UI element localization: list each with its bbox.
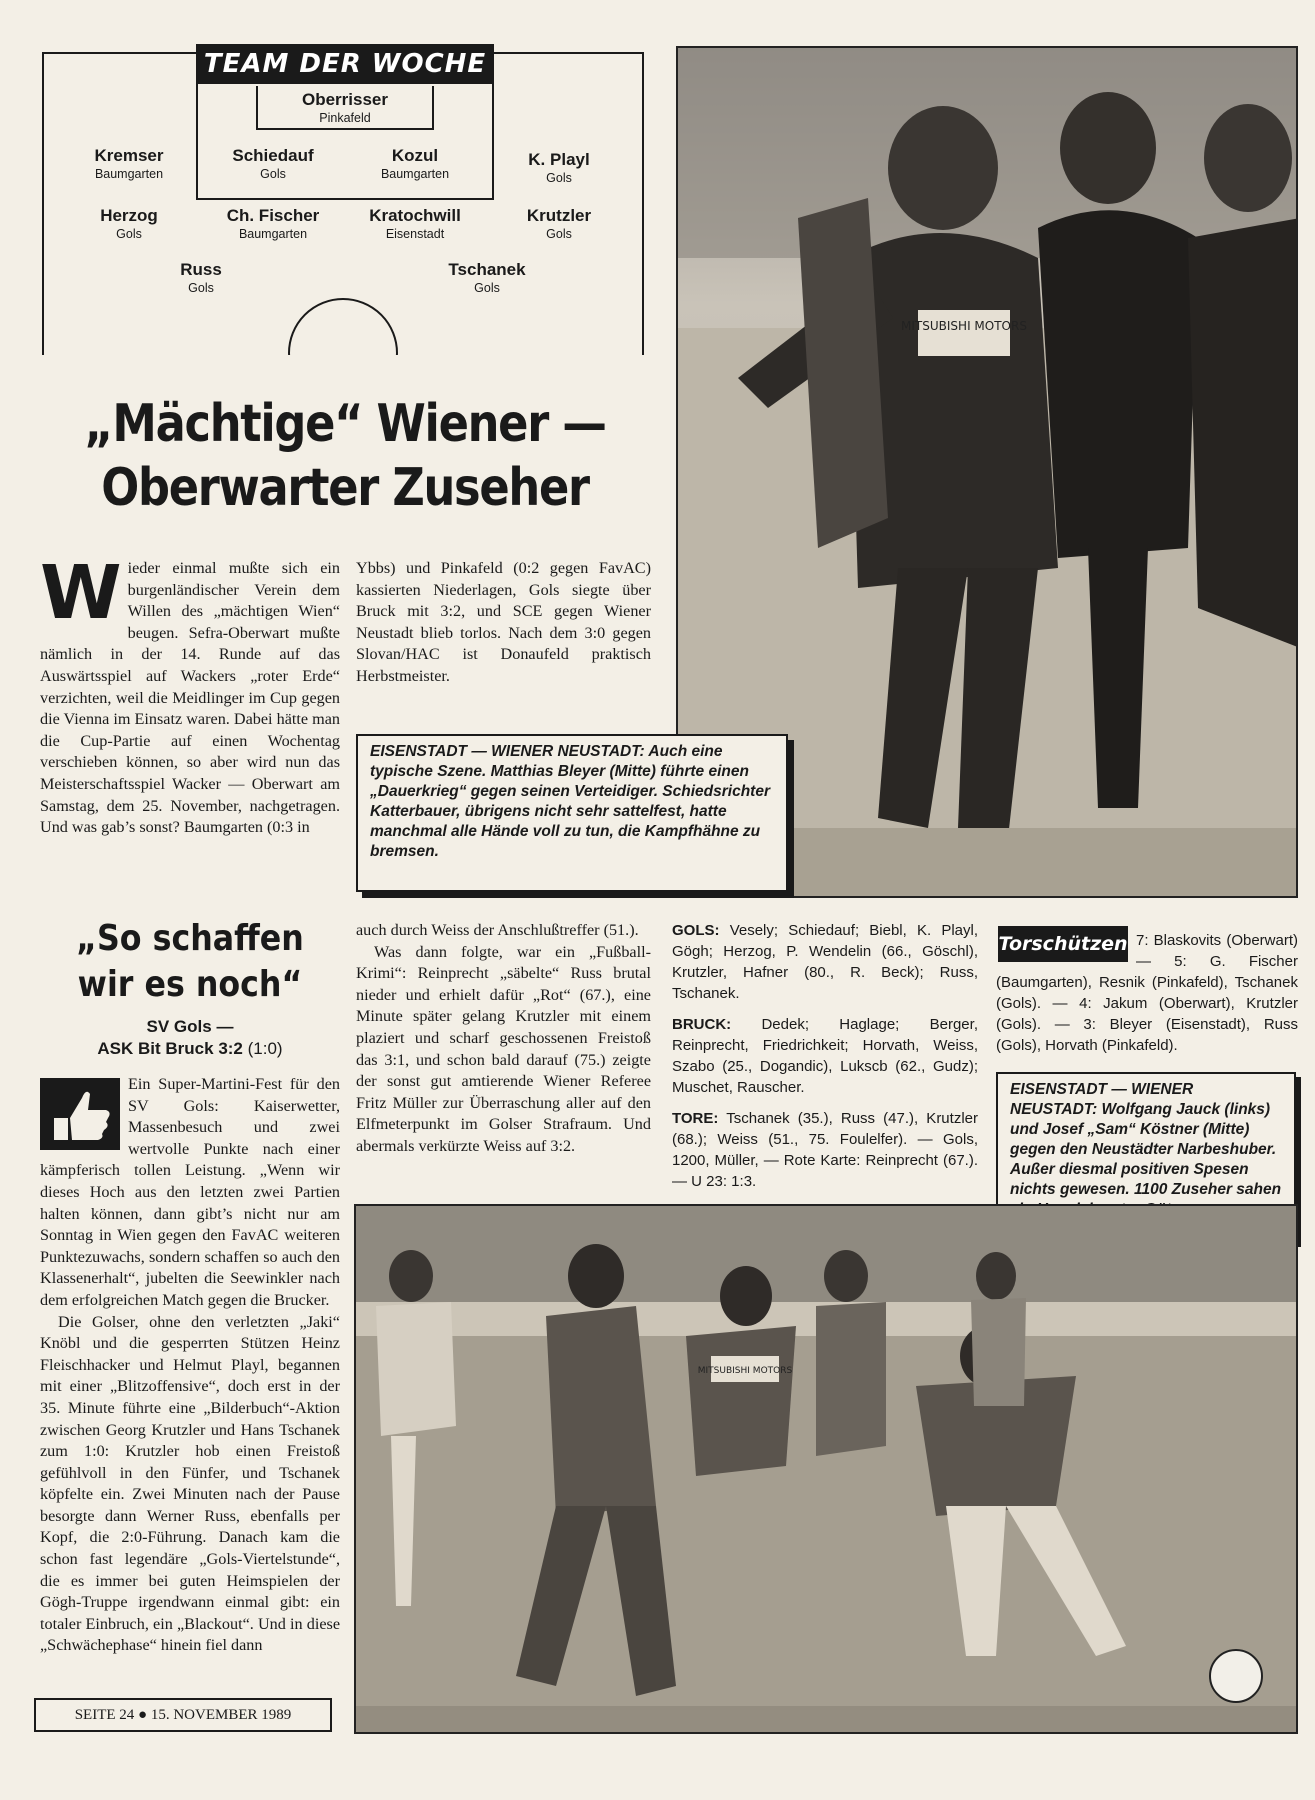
player-tschanek: Tschanek Gols (448, 260, 526, 295)
team-of-week-title: TEAM DER WOCHE (196, 44, 494, 84)
match-lineup (672, 920, 978, 1202)
player-russ: Russ Gols (180, 260, 222, 295)
lineup-tore: TORE: Tschanek (35.), Russ (47.), Krutzler (68.); Weiss (51., 75. Foulelfer). — Gols, 1200, Müller, — Rote Karte: Reinprecht (67.). — U 23: 1:3. (672, 1110, 978, 1190)
article-column-1: W ieder einmal mußte sich ein burgenländischer Verein dem Willen des „mächtigen Wien“ beugen. Sefra-Oberwart mußte nämlich in der 14. Runde auf das Auswärtsspiel auf Wackers „roter Erde“ verzichten, weil die Meidlinger im Cup gegen die Vienna im Einsatz waren. Dabei hätte man die Cup-Partie auf einen Wochentag verschieben können, so aber wird nun das Meisterschaftsspiel Wacker — Oberwart am Samstag, dem 25. November, nachgetragen. Und was gab’s sonst? Baumgarten (0:3 in (40, 550, 340, 837)
article2-column-1: Ein Super-Martini-Fest für den SV Gols: Kaiserwetter, Massenbesuch und zwei wertvolle Punkte nach einer kämpferisch tollen Leistung. „Wenn wir dieses Hoch aus den letzten zwei Partien halten können, dann gibt’s nicht nur am Sonntag in Wien gegen den FavAC weiteren Punktezuwachs, sondern schaffen so auch den Klassenerhalt“, jubelten die Seewinkler nach dem erfolgreichen Match gegen die Brucker. Die Golser, ohne den verletzten „Jaki“ Knöbl und die gesperrten Stützen Heinz Fleischhacker und Helmut Playl, begannen mit einer „Blitzoffensive“, doch erst in der 35. Minute führte eine „Bilderbuch“-Aktion zwischen Georg Krutzler und Hans Tschanek zum 1:0: Krutzler hob einen Freistoß gefühlvoll in den Fünfer, und Tschanek köpfelte ein. Zwei Minuten nach der Pause besorgte dann Werner Russ, ebenfalls per Kopf, die 2:0-Führung. Danach kam die schon fast legendäre „Gols-Viertelstunde“, die es immer bei guten Heimspielen der Gögh-Truppe irgendwann einmal gibt: ein totaler Einbruch, ein „Blackout“. Und in diese „Schwächephase“ hinein fiel dann (40, 1075, 340, 1655)
player-k-playl: K. Playl Gols (528, 150, 590, 185)
article2-match-result: SV Gols — ASK Bit Bruck 3:2 (1:0) (97, 1017, 283, 1058)
player-krutzler: Krutzler Gols (526, 206, 592, 241)
top-scorers-label: Torschützen (998, 926, 1128, 962)
player-ch-fischer: Ch. Fischer Baumgarten (226, 206, 320, 241)
page-headline: „Mächtige“ Wiener — Oberwarter Zuseher (84, 394, 606, 518)
photo-bottom-illustration (356, 1206, 1298, 1734)
lineup-gols: GOLS: Vesely; Schiedauf; Biebl, K. Playl, Gögh; Herzog, P. Wendelin (66., Göschl), Krutzler, Hafner (80., R. Beck); Russ, Tschanek. (672, 922, 979, 1002)
photo-caption-top: EISENSTADT — WIENER NEUSTADT: Auch eine typische Szene. Matthias Bleyer (Mitte) führte einen „Dauerkrieg“ gegen seinen Verteidiger. Schiedsrichter Katterbauer, übrigens nicht sehr sattelfest, hatte manchmal alle Hände voll zu tun, die Kampfhähne zu bremsen. (356, 734, 788, 892)
article2-column-2: auch durch Weiss der Anschlußtreffer (51.). Was dann folgte, war ein „Fußball-Krimi“: Reinprecht „säbelte“ Russ brutal nieder und erhielt dafür „Rot“ (67.), eine Minute später gelang Krutzler mit einem plaziert und scharf geschossenen Freistoß das 3:1, und schon bald darauf (75.) zeigte der sonst gut amtierende Wiener Referee Fritz Müller zur Überraschung aller auf den Elfmeterpunkt im Golser Strafraum. Und abermals verkürzte Weiss auf 3:2. (356, 921, 651, 1155)
lineup-bruck: BRUCK: Dedek; Haglage; Berger, Reinprecht, Friedrichkeit; Horvath, Weiss, Szabo (25., Dogandic), Lukscb (62., Gudz); Muschet, Rauscher. (672, 1016, 978, 1096)
article-column-2: Ybbs) und Pinkafeld (0:2 gegen FavAC) kassierten Niederlagen, Gols siegte über Bruck mit 3:2, und SCE gegen Wiener Neustadt blieb torlos. Nach dem 3:0 gegen Slovan/HAC ist Donaufeld praktisch Herbstmeister. (356, 559, 651, 685)
player-oberrisser: Oberrisser Pinkafeld (302, 90, 388, 125)
photo-gols-bruck-match (354, 1204, 1298, 1734)
photo-caption-right: EISENSTADT — WIENER NEUSTADT: Wolfgang Jauck (links) und Josef „Sam“ Köstner (Mitte) gegen den Neustädter Narbeshuber. Außer diesmal positiven Spesen nichts gewesen. 1100 Zuseher sahen (996, 1072, 1296, 1242)
page-footer: SEITE 24 ● 15. NOVEMBER 1989 (34, 1698, 332, 1732)
player-schiedauf: Schiedauf Gols (232, 146, 314, 181)
player-kratochwill: Kratochwill Eisenstadt (369, 206, 461, 241)
player-kremser: Kremser Baumgarten (94, 146, 164, 181)
player-herzog: Herzog Gols (100, 206, 158, 241)
dropcap: W (40, 550, 122, 636)
shirt-sponsor (918, 310, 1010, 356)
football (1210, 1650, 1262, 1702)
svg-text:MITSUBISHI MOTORS: MITSUBISHI MOTORS (697, 1366, 793, 1376)
article2-headline: „So schaffen wir es noch“ (76, 918, 304, 1005)
top-scorers: 7: Blaskovits (Oberwart) — 5: G. Fischer (Baumgarten), Resnik (Pinkafeld), Tschanek (Gols). — 4: Jakum (Oberwart), Krutzler (Gols). — 3: Bleyer (Eisenstadt), Russ (Gols), Horvath (Pinkafeld). (996, 932, 1298, 1054)
player-kozul: Kozul Baumgarten (380, 146, 450, 181)
svg-text:MITSUBISHI MOTORS: MITSUBISHI MOTORS (901, 319, 1027, 333)
